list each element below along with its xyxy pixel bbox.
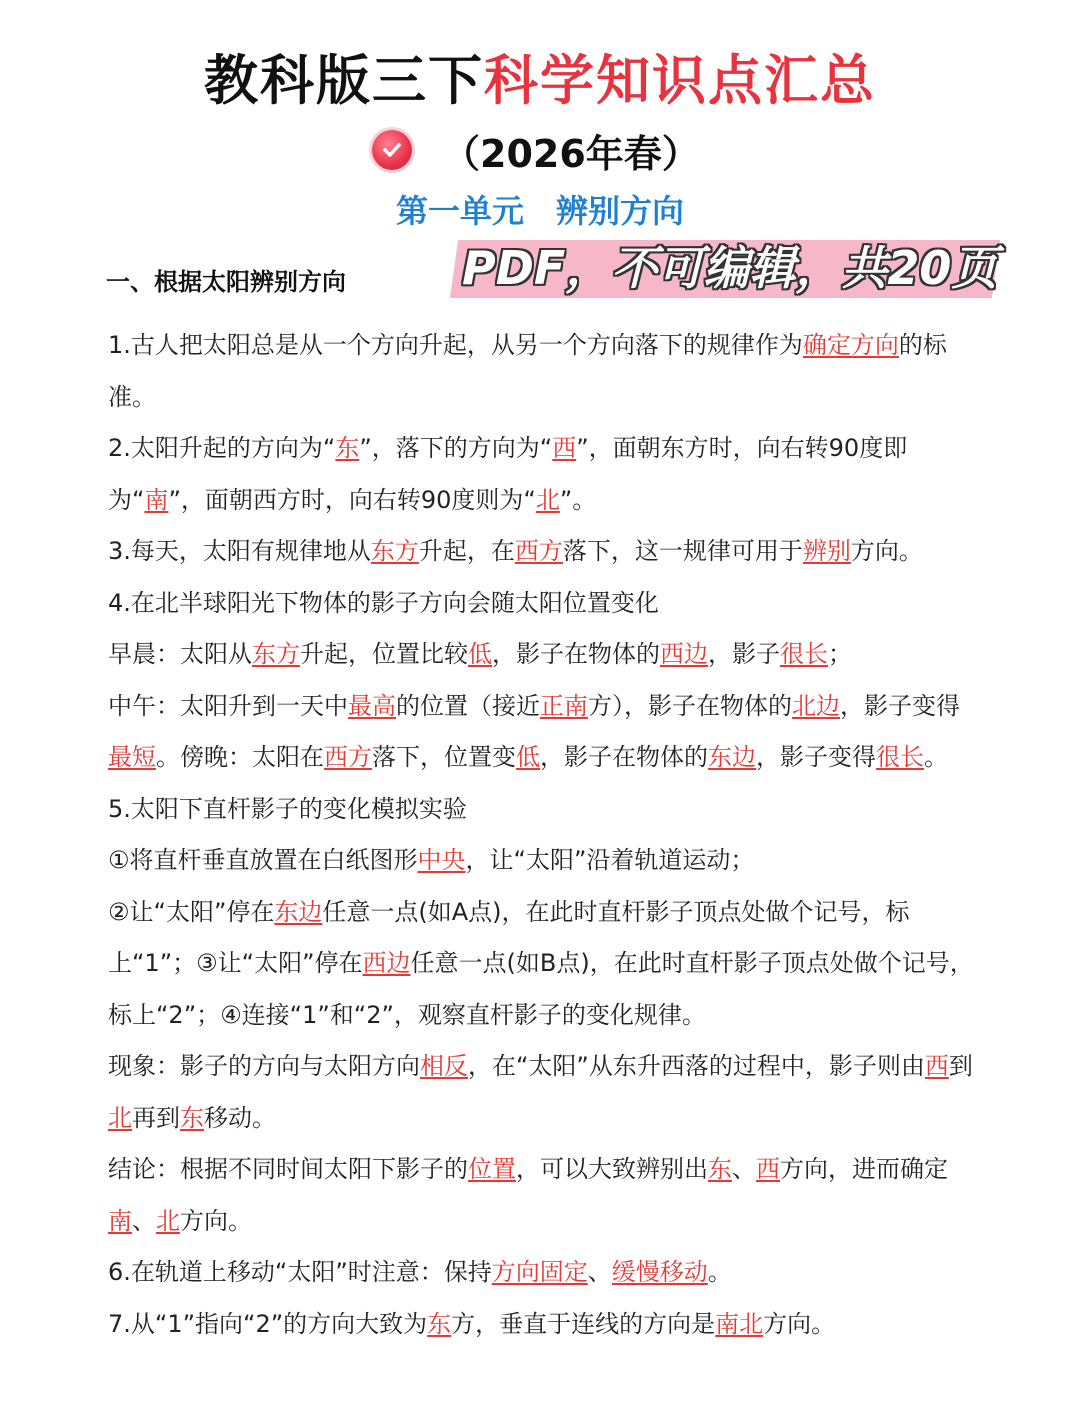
paragraph-text: 。傍晚：太阳在 — [156, 743, 324, 771]
keyword-highlight: 低 — [516, 743, 540, 771]
paragraph-text: 升起，在 — [418, 537, 515, 565]
paragraph-text: ，在“太阳”从东升西落的过程中，影子则由 — [468, 1052, 925, 1080]
keyword-highlight: 南 — [108, 1206, 132, 1235]
paragraph-text: 4.在北半球阳光下物体的影子方向会随太阳位置变化 — [108, 588, 659, 617]
paragraph — [108, 320, 978, 423]
paragraph-text: 方，垂直于连线的方向是 — [451, 1309, 716, 1338]
stamp-text: PDF，不可编辑，共20页 — [462, 241, 998, 295]
keyword-highlight: 很长 — [780, 640, 828, 668]
paragraph-text: 结论：根据不同时间太阳下影子的 — [108, 1155, 468, 1183]
paragraph-text: ，影子在物体的 — [540, 743, 708, 771]
paragraph-text: ，影子变得 — [840, 691, 960, 720]
keyword-highlight: 东边 — [708, 743, 756, 771]
paragraph-text: 3.每天，太阳有规律地从 — [108, 537, 371, 565]
keyword-highlight: 最高 — [348, 691, 396, 720]
paragraph-text: 7.从“1”指向“2”的方向大致为 — [108, 1309, 428, 1338]
content-body — [108, 320, 978, 1350]
pin-check-icon — [372, 130, 412, 170]
paragraph-text: 任意一点(如B点)，在此时直杆影子顶点处做个记号，标上“2”；④连接“1”和“2”，观察直杆影子的变化规律。 — [108, 949, 974, 1029]
paragraph-text: ”。 — [559, 485, 597, 514]
keyword-highlight: 西 — [924, 1052, 949, 1080]
keyword-highlight: 最短 — [108, 743, 156, 771]
page-title — [0, 38, 1080, 115]
title-accent: 科学知识点汇总 — [484, 49, 876, 112]
keyword-highlight: 东 — [180, 1103, 204, 1132]
keyword-highlight: 缓慢移动 — [611, 1258, 708, 1286]
paragraph-text: 方向。 — [180, 1206, 252, 1235]
keyword-highlight: 东方 — [252, 640, 300, 668]
paragraph — [108, 526, 978, 578]
paragraph-text: 2.太阳升起的方向为“ — [108, 434, 336, 462]
paragraph-text: ； — [828, 640, 852, 668]
paragraph-text: 6.在轨道上移动“太阳”时注意：保持 — [108, 1258, 492, 1286]
paragraph-text: ，影子 — [708, 640, 780, 668]
paragraph-text: 的标准。 — [108, 331, 947, 411]
paragraph-text: 移动。 — [204, 1103, 276, 1132]
keyword-highlight: 西边 — [362, 949, 411, 977]
paragraph-text: 中午：太阳升到一天中 — [108, 691, 348, 720]
paragraph — [108, 784, 978, 836]
keyword-highlight: 中央 — [417, 846, 466, 874]
paragraph — [108, 835, 978, 887]
keyword-highlight: 西方 — [324, 743, 372, 771]
paragraph-text: 、 — [732, 1155, 756, 1183]
paragraph-text: 再到 — [132, 1103, 180, 1132]
paragraph-text: 方向。 — [850, 537, 923, 565]
paragraph-text: 到 — [948, 1052, 973, 1080]
keyword-highlight: 方向固定 — [491, 1258, 588, 1286]
keyword-highlight: 位置 — [468, 1155, 516, 1183]
keyword-highlight: 北 — [535, 485, 560, 514]
section-heading: 一、根据太阳辨别方向 — [106, 268, 346, 296]
keyword-highlight: 辨别 — [802, 537, 851, 565]
paragraph-text: 方向。 — [763, 1309, 836, 1338]
keyword-highlight: 正南 — [540, 691, 588, 720]
paragraph-text: 、 — [587, 1258, 612, 1286]
paragraph-text: ”，面朝东方时，向右转90度即为“ — [108, 434, 908, 514]
keyword-highlight: 东边 — [274, 897, 323, 926]
paragraph-text: ，影子在物体的 — [492, 640, 660, 668]
paragraph-text: 任意一点(如A点)，在此时直杆影子顶点处做个记号，标上“1”；③让“太阳”停在 — [108, 897, 910, 977]
unit-heading: 第一单元 辨别方向 — [395, 192, 684, 230]
paragraph — [108, 1247, 978, 1299]
keyword-highlight: 西 — [552, 434, 577, 462]
paragraph-text: 5.太阳下直杆影子的变化模拟实验 — [108, 794, 467, 823]
paragraph-text: ”，落下的方向为“ — [359, 434, 553, 462]
paragraph-text: 落下，这一规律可用于 — [562, 537, 803, 565]
paragraph — [108, 681, 978, 784]
paragraph-text: ”，面朝西方时，向右转90度则为“ — [168, 485, 536, 514]
keyword-highlight: 相反 — [420, 1052, 468, 1080]
paragraph-text: ，让“太阳”沿着轨道运动； — [465, 846, 755, 874]
paragraph-text: 方向，进而确定 — [780, 1155, 948, 1183]
keyword-highlight: 南 — [144, 485, 169, 514]
title-prefix: 教科版三下 — [204, 49, 484, 112]
keyword-highlight: 西方 — [514, 537, 563, 565]
keyword-highlight: 低 — [468, 640, 492, 668]
keyword-highlight: 确定方向 — [802, 331, 899, 359]
keyword-highlight: 北 — [108, 1103, 132, 1132]
paragraph-text: 的位置（接近 — [396, 691, 540, 720]
paragraph-text: 方），影子在物体的 — [588, 691, 792, 720]
paragraph-text: ①将直杆垂直放置在白纸图形 — [108, 846, 418, 874]
paragraph-text: 早晨：太阳从 — [108, 640, 252, 668]
subtitle-row — [372, 122, 700, 178]
keyword-highlight: 东方 — [370, 537, 419, 565]
paragraph-text: ，可以大致辨别出 — [516, 1155, 708, 1183]
keyword-highlight: 西边 — [660, 640, 708, 668]
keyword-highlight: 北边 — [792, 691, 840, 720]
paragraph-text: 落下，位置变 — [372, 743, 516, 771]
paragraph-text: 。 — [924, 743, 948, 771]
paragraph-text: 升起，位置比较 — [300, 640, 468, 668]
paragraph — [108, 1144, 978, 1247]
paragraph-text: 、 — [132, 1206, 156, 1235]
keyword-highlight: 南北 — [715, 1309, 764, 1338]
paragraph-text: ，影子变得 — [756, 743, 876, 771]
keyword-highlight: 很长 — [876, 743, 924, 771]
paragraph — [108, 629, 978, 681]
paragraph-text: ②让“太阳”停在 — [108, 897, 275, 926]
paragraph — [108, 1299, 978, 1351]
keyword-highlight: 西 — [756, 1155, 780, 1183]
paragraph-text: 现象：影子的方向与太阳方向 — [108, 1052, 420, 1080]
paragraph — [108, 578, 978, 630]
subtitle: （2026年春） — [442, 131, 700, 176]
paragraph — [108, 1041, 978, 1144]
paragraph-text: 。 — [707, 1258, 732, 1286]
paragraph — [108, 423, 978, 526]
keyword-highlight: 东 — [335, 434, 360, 462]
keyword-highlight: 东 — [427, 1309, 452, 1338]
keyword-highlight: 东 — [708, 1155, 732, 1183]
paragraph — [108, 887, 978, 1042]
keyword-highlight: 北 — [156, 1206, 180, 1235]
paragraph-text: 1.古人把太阳总是从一个方向升起，从另一个方向落下的规律作为 — [108, 331, 803, 359]
